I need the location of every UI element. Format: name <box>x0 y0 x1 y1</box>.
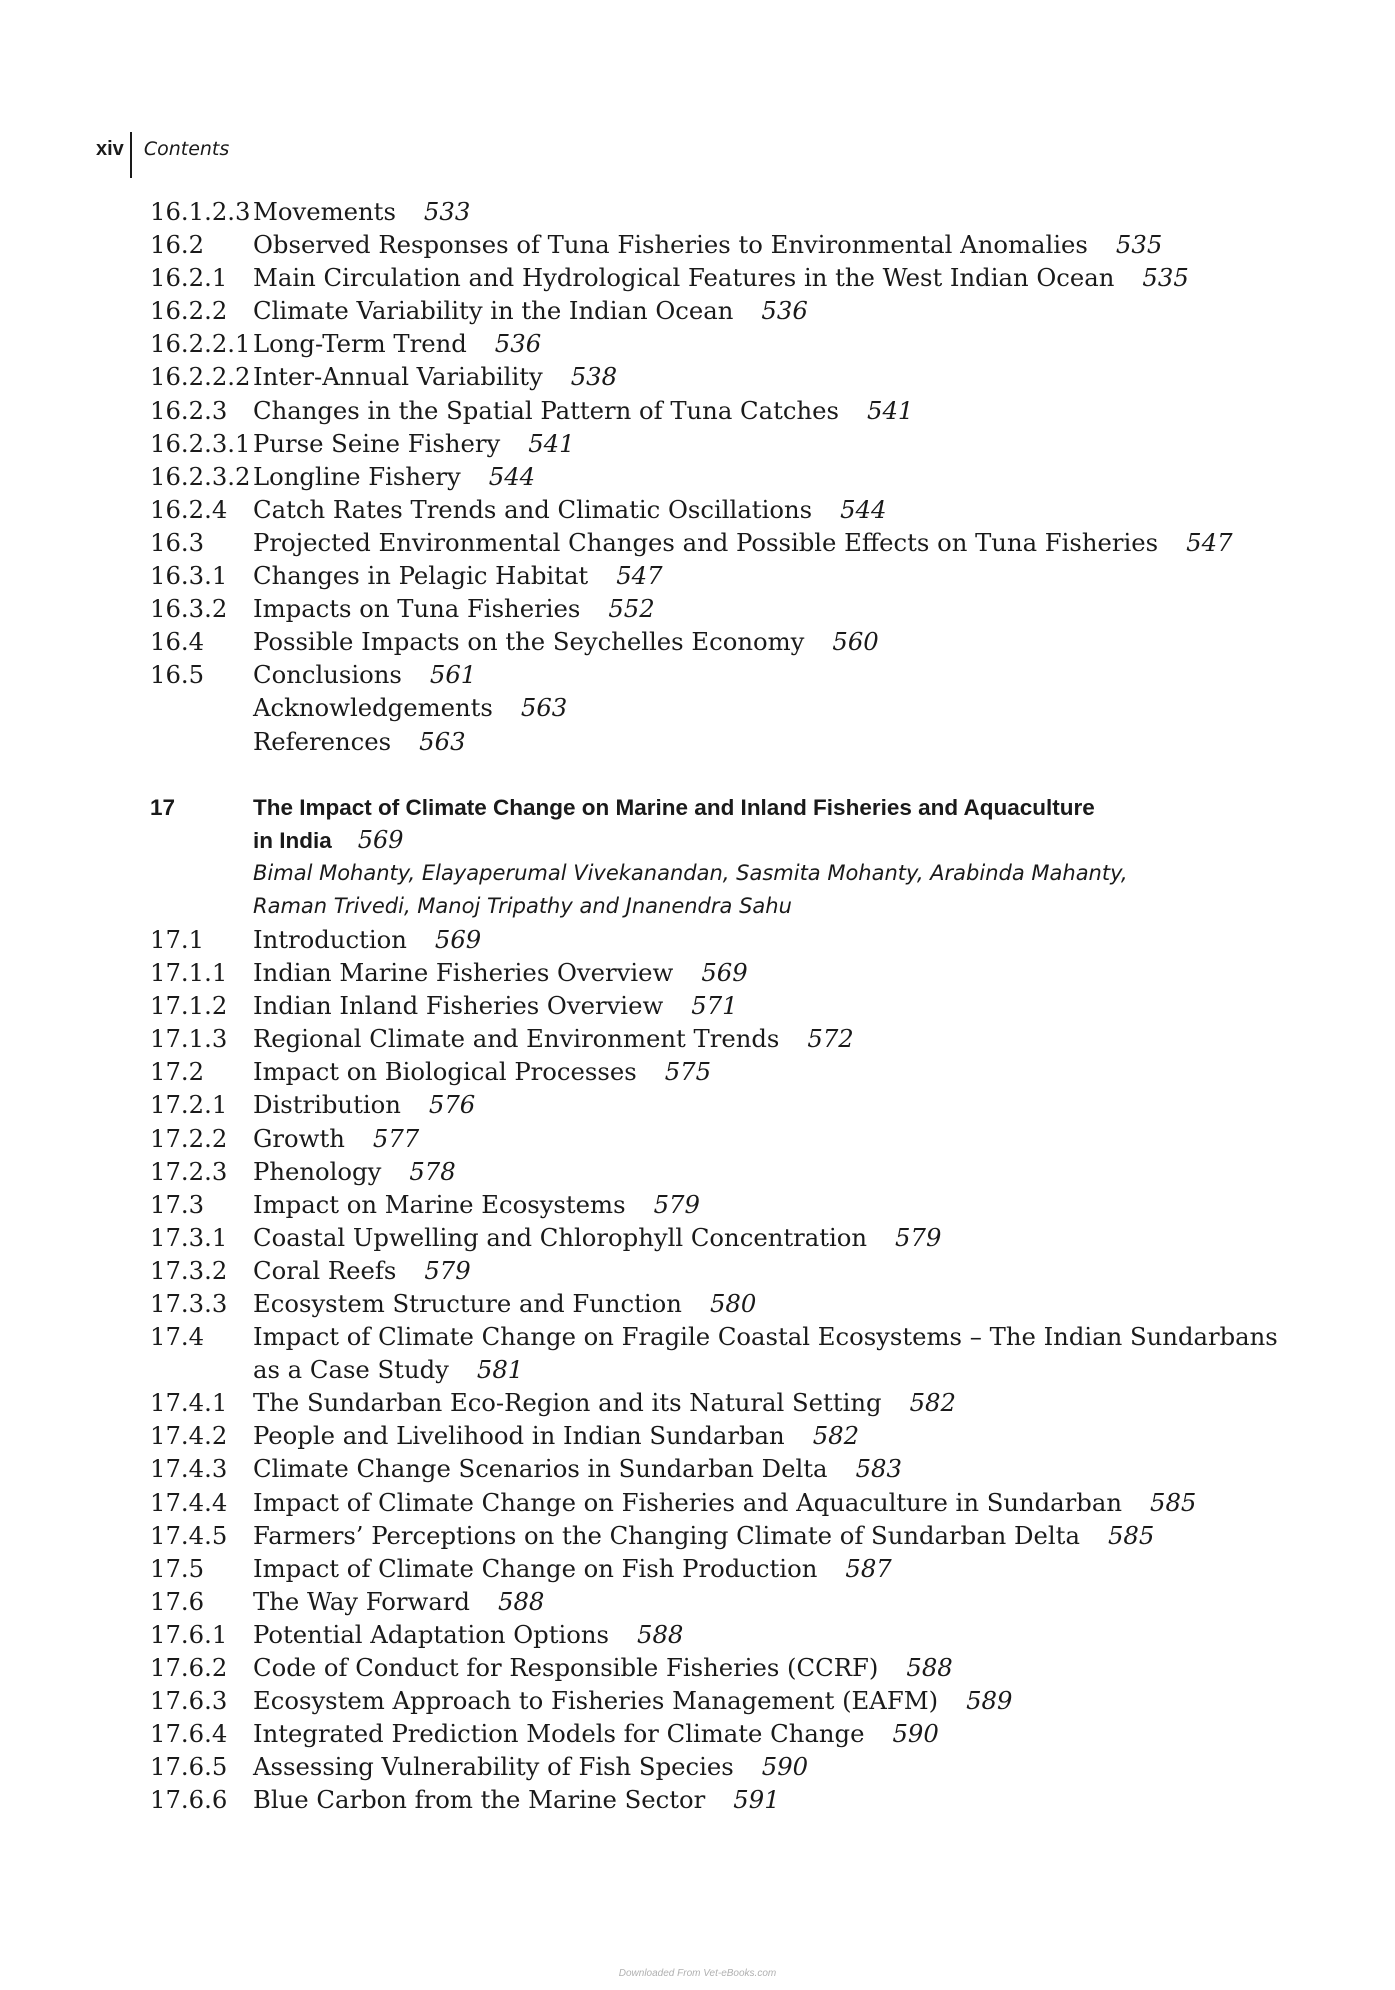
toc-entry-title: Long-Term Trend <box>253 329 467 359</box>
toc-entry-page: 582 <box>812 1421 860 1451</box>
toc-entry-title: Farmers’ Perceptions on the Changing Climate of Sundarban Delta <box>253 1520 1080 1550</box>
page-number: xiv <box>96 138 124 160</box>
toc-entry <box>150 1717 1290 1750</box>
toc-entry-title: Main Circulation and Hydrological Features in the West Indian Ocean <box>253 263 1115 293</box>
toc-entry-title: Longline Fishery <box>253 461 461 491</box>
toc-entry <box>150 1552 1290 1585</box>
toc-entry <box>150 1618 1290 1651</box>
chapter-title-line2: in India <box>253 827 332 853</box>
toc-entry-number: 16.2.3 <box>150 395 228 425</box>
toc-entry <box>150 658 1290 691</box>
toc-entry-title: Regional Climate and Environment Trends <box>253 1024 780 1054</box>
chapter-heading-continued <box>150 824 1290 857</box>
toc-entry <box>150 989 1290 1022</box>
toc-entry-page: 541 <box>866 395 914 425</box>
toc-entry <box>150 923 1290 956</box>
toc-entry-number: 16.3 <box>150 527 205 557</box>
toc-entry-title: Impact of Climate Change on Fish Production <box>253 1553 818 1583</box>
toc-section-16 <box>150 195 1290 758</box>
toc-entry <box>150 956 1290 989</box>
toc-entry-title: Assessing Vulnerability of Fish Species <box>253 1752 734 1782</box>
toc-entry-title: Distribution <box>253 1090 401 1120</box>
toc-entry-number: 17.4.1 <box>150 1388 228 1418</box>
toc-entry-title: Integrated Prediction Models for Climate Change <box>253 1719 865 1749</box>
toc-entry <box>150 327 1290 360</box>
toc-entry-number: 17.6.1 <box>150 1619 228 1649</box>
toc-entry <box>150 294 1290 327</box>
toc-entry <box>150 625 1290 658</box>
toc-entry <box>150 360 1290 393</box>
toc-entry <box>150 460 1290 493</box>
toc-entry-title: Impacts on Tuna Fisheries <box>253 594 581 624</box>
toc-entry-title: Catch Rates Trends and Climatic Oscillations <box>253 494 813 524</box>
toc-entry-title-line1: Impact of Climate Change on Fragile Coastal Ecosystems – The Indian Sundarbans <box>253 1322 1278 1352</box>
toc-entry-title: Changes in Pelagic Habitat <box>253 561 589 591</box>
toc-entry <box>150 1088 1290 1121</box>
toc-entry-title: Ecosystem Approach to Fisheries Management (EAFM) <box>253 1686 939 1716</box>
toc-entry <box>150 1750 1290 1783</box>
toc-entry-page: 579 <box>895 1222 942 1252</box>
toc-entry-number: 17.2.3 <box>150 1156 228 1186</box>
running-title: Contents <box>143 138 230 160</box>
toc-entry-number: 17.1.1 <box>150 958 228 988</box>
toc-entry-title: Climate Change Scenarios in Sundarban Delta <box>253 1454 828 1484</box>
chapter-authors-line2: Raman Trivedi, Manoj Tripathy and Jnanendra Sahu <box>253 893 792 918</box>
toc-entry-title: People and Livelihood in Indian Sundarban <box>253 1421 785 1451</box>
toc-entry-page: 590 <box>892 1719 939 1749</box>
toc-entry-title: Purse Seine Fishery <box>253 428 501 458</box>
toc-entry-page: 547 <box>1186 527 1233 557</box>
toc-entry-number: 17.2 <box>150 1057 205 1087</box>
toc-entry-page: 541 <box>528 428 575 458</box>
toc-entry-number: 17.2.2 <box>150 1123 228 1153</box>
toc-entry-number: 17.4 <box>150 1322 205 1352</box>
toc-entry-page: 563 <box>419 726 466 756</box>
toc-entry-number: 17.6.5 <box>150 1752 228 1782</box>
toc-entry-title: Inter-Annual Variability <box>253 362 543 392</box>
toc-entry <box>150 195 1290 228</box>
table-of-contents <box>150 195 1290 1817</box>
toc-entry <box>150 1320 1290 1353</box>
toc-entry <box>150 228 1290 261</box>
toc-entry-number: 17.4.4 <box>150 1487 228 1517</box>
toc-entry-number: 17.4.2 <box>150 1421 228 1451</box>
toc-entry-page: 538 <box>570 362 618 392</box>
toc-entry-page: 576 <box>428 1090 476 1120</box>
toc-entry-title: Changes in the Spatial Pattern of Tuna Catches <box>253 395 839 425</box>
toc-entry-page: 585 <box>1107 1520 1155 1550</box>
toc-entry <box>150 1221 1290 1254</box>
toc-entry <box>150 1452 1290 1485</box>
toc-entry-number: 16.5 <box>150 660 205 690</box>
toc-entry-title: Code of Conduct for Responsible Fisheries (CCRF) <box>253 1653 879 1683</box>
toc-entry-page: 536 <box>761 296 808 326</box>
toc-entry-title: Phenology <box>253 1156 382 1186</box>
chapter-page: 569 <box>357 825 404 854</box>
toc-entry-number: 16.2.1 <box>150 263 228 293</box>
toc-entry-page: 583 <box>855 1454 902 1484</box>
toc-entry <box>150 1519 1290 1552</box>
toc-entry-page: 572 <box>807 1024 854 1054</box>
toc-entry-number: 17.6.6 <box>150 1785 228 1815</box>
toc-entry <box>150 1386 1290 1419</box>
toc-entry-number: 17.6 <box>150 1586 205 1616</box>
running-header <box>96 132 229 180</box>
toc-entry-number: 16.2.3.1 <box>150 428 251 458</box>
toc-entry-number: 17.6.3 <box>150 1686 228 1716</box>
toc-entry-title: Climate Variability in the Indian Ocean <box>253 296 734 326</box>
toc-entry-page: 578 <box>409 1156 456 1186</box>
toc-entry <box>150 526 1290 559</box>
toc-entry-title: Ecosystem Structure and Function <box>253 1289 682 1318</box>
chapter-number: 17 <box>150 794 176 820</box>
toc-entry-number: 16.2.2.2 <box>150 362 251 392</box>
section-gap <box>150 758 1290 791</box>
toc-entry-page: 585 <box>1149 1487 1197 1517</box>
toc-entry-title: References <box>253 726 392 756</box>
chapter-heading <box>150 791 1290 824</box>
toc-entry-page: 569 <box>434 924 482 954</box>
toc-entry <box>150 261 1290 294</box>
toc-entry-number: 17.3.1 <box>150 1222 228 1252</box>
toc-entry-page: 561 <box>429 660 477 690</box>
toc-entry-page: 569 <box>701 958 748 988</box>
toc-entry <box>150 1055 1290 1088</box>
toc-entry-title: The Way Forward <box>253 1586 470 1616</box>
toc-entry <box>150 1684 1290 1717</box>
toc-entry-number <box>150 725 253 758</box>
toc-entry-page: 577 <box>372 1123 420 1153</box>
toc-entry <box>150 592 1290 625</box>
chapter-title-line1: The Impact of Climate Change on Marine and Inland Fisheries and Aquaculture <box>253 794 1095 820</box>
download-watermark: Downloaded From Vet-eBooks.com <box>618 1968 777 1979</box>
header-divider <box>130 132 132 178</box>
toc-entry-page: 579 <box>653 1189 700 1219</box>
toc-entry-page: 580 <box>709 1289 757 1318</box>
toc-entry-page: 581 <box>476 1355 524 1385</box>
toc-entry <box>150 691 1290 724</box>
toc-entry <box>150 427 1290 460</box>
toc-entry-page: 589 <box>966 1686 1013 1716</box>
toc-entry-number <box>150 691 253 724</box>
toc-entry <box>150 1287 1290 1320</box>
toc-entry-page: 582 <box>909 1388 956 1418</box>
toc-entry <box>150 1122 1290 1155</box>
toc-entry-title: Observed Responses of Tuna Fisheries to Environmental Anomalies <box>253 230 1088 260</box>
toc-section-17b <box>150 1386 1290 1816</box>
toc-entry-page: 563 <box>520 693 568 723</box>
toc-section-17a <box>150 923 1290 1320</box>
toc-entry-page: 588 <box>497 1586 545 1616</box>
toc-entry-page: 575 <box>664 1057 712 1087</box>
toc-entry-page: 544 <box>488 461 536 491</box>
toc-entry-page: 552 <box>608 594 655 624</box>
toc-entry-title: Impact on Marine Ecosystems <box>253 1189 626 1219</box>
toc-entry-page: 571 <box>691 991 738 1021</box>
toc-entry-title: Movements <box>253 197 396 226</box>
toc-entry-title-line2: as a Case Study <box>253 1355 449 1385</box>
toc-entry-title: Indian Marine Fisheries Overview <box>253 958 674 988</box>
toc-entry-title: Potential Adaptation Options <box>253 1619 609 1649</box>
toc-entry-page: 533 <box>423 197 471 226</box>
toc-entry-number: 17.1.3 <box>150 1024 228 1054</box>
toc-entry <box>150 1419 1290 1452</box>
toc-entry-number: 17.1 <box>150 924 205 954</box>
toc-entry <box>150 1188 1290 1221</box>
toc-entry <box>150 1783 1290 1816</box>
toc-entry-number: 16.2.2 <box>150 296 228 326</box>
toc-entry-number: 17.1.2 <box>150 991 228 1021</box>
toc-entry-title: Possible Impacts on the Seychelles Economy <box>253 627 805 657</box>
toc-entry-page: 544 <box>840 494 887 524</box>
toc-entry-page: 591 <box>733 1785 780 1815</box>
toc-entry <box>150 493 1290 526</box>
toc-entry-title: Conclusions <box>253 660 402 690</box>
toc-entry-number: 16.3.1 <box>150 561 228 591</box>
toc-entry-page: 535 <box>1115 230 1163 260</box>
toc-entry <box>150 1022 1290 1055</box>
toc-entry <box>150 559 1290 592</box>
toc-entry-title: Introduction <box>253 924 407 954</box>
toc-entry-page: 588 <box>906 1653 953 1683</box>
toc-entry-title: Blue Carbon from the Marine Sector <box>253 1785 706 1815</box>
toc-entry-number: 17.6.4 <box>150 1719 228 1749</box>
toc-entry-title: Coral Reefs <box>253 1255 397 1285</box>
toc-entry-title: Projected Environmental Changes and Possible Effects on Tuna Fisheries <box>253 527 1159 557</box>
toc-entry <box>150 1585 1290 1618</box>
toc-entry-title: Impact on Biological Processes <box>253 1057 637 1087</box>
toc-entry-number: 16.2.3.2 <box>150 461 251 491</box>
toc-entry-number: 16.4 <box>150 627 205 657</box>
toc-entry <box>150 1155 1290 1188</box>
toc-entry-number: 17.6.2 <box>150 1653 228 1683</box>
toc-entry-page: 588 <box>636 1619 684 1649</box>
toc-entry <box>150 725 1290 758</box>
toc-entry-page: 536 <box>494 329 542 359</box>
toc-entry-page: 547 <box>616 561 663 591</box>
toc-entry-number: 16.2.4 <box>150 494 228 524</box>
toc-entry-number: 17.3.3 <box>150 1289 228 1318</box>
toc-entry <box>150 394 1290 427</box>
toc-entry-page: 579 <box>424 1255 471 1285</box>
chapter-authors-line1: Bimal Mohanty, Elayaperumal Vivekanandan, Sasmita Mohanty, Arabinda Mahanty, <box>253 860 1128 885</box>
toc-entry-number: 17.3 <box>150 1189 205 1219</box>
toc-entry-title: Growth <box>253 1123 345 1153</box>
toc-entry-continued <box>150 1353 1290 1386</box>
toc-entry-title: Coastal Upwelling and Chlorophyll Concentration <box>253 1222 868 1252</box>
toc-entry-number: 16.2.2.1 <box>150 329 251 359</box>
toc-entry <box>150 1254 1290 1287</box>
toc-entry-number: 17.5 <box>150 1553 205 1583</box>
toc-entry-number: 16.2 <box>150 230 205 260</box>
toc-entry-number: 17.4.3 <box>150 1454 228 1484</box>
toc-entry-number: 17.4.5 <box>150 1520 228 1550</box>
toc-entry-number: 16.3.2 <box>150 594 228 624</box>
toc-entry-page: 535 <box>1142 263 1189 293</box>
toc-entry-title: The Sundarban Eco-Region and its Natural Setting <box>253 1388 882 1418</box>
toc-entry-page: 590 <box>761 1752 809 1782</box>
toc-entry <box>150 1486 1290 1519</box>
toc-entry-number: 17.3.2 <box>150 1255 228 1285</box>
toc-entry-title: Impact of Climate Change on Fisheries and Aquaculture in Sundarban <box>253 1487 1122 1517</box>
toc-entry-title: Acknowledgements <box>253 693 493 723</box>
toc-entry-page: 587 <box>845 1553 892 1583</box>
toc-entry-number: 16.1.2.3 <box>150 197 251 226</box>
toc-entry-number: 17.2.1 <box>150 1090 228 1120</box>
toc-entry-title: Indian Inland Fisheries Overview <box>253 991 664 1021</box>
toc-entry-page: 560 <box>832 627 879 657</box>
toc-entry <box>150 1651 1290 1684</box>
